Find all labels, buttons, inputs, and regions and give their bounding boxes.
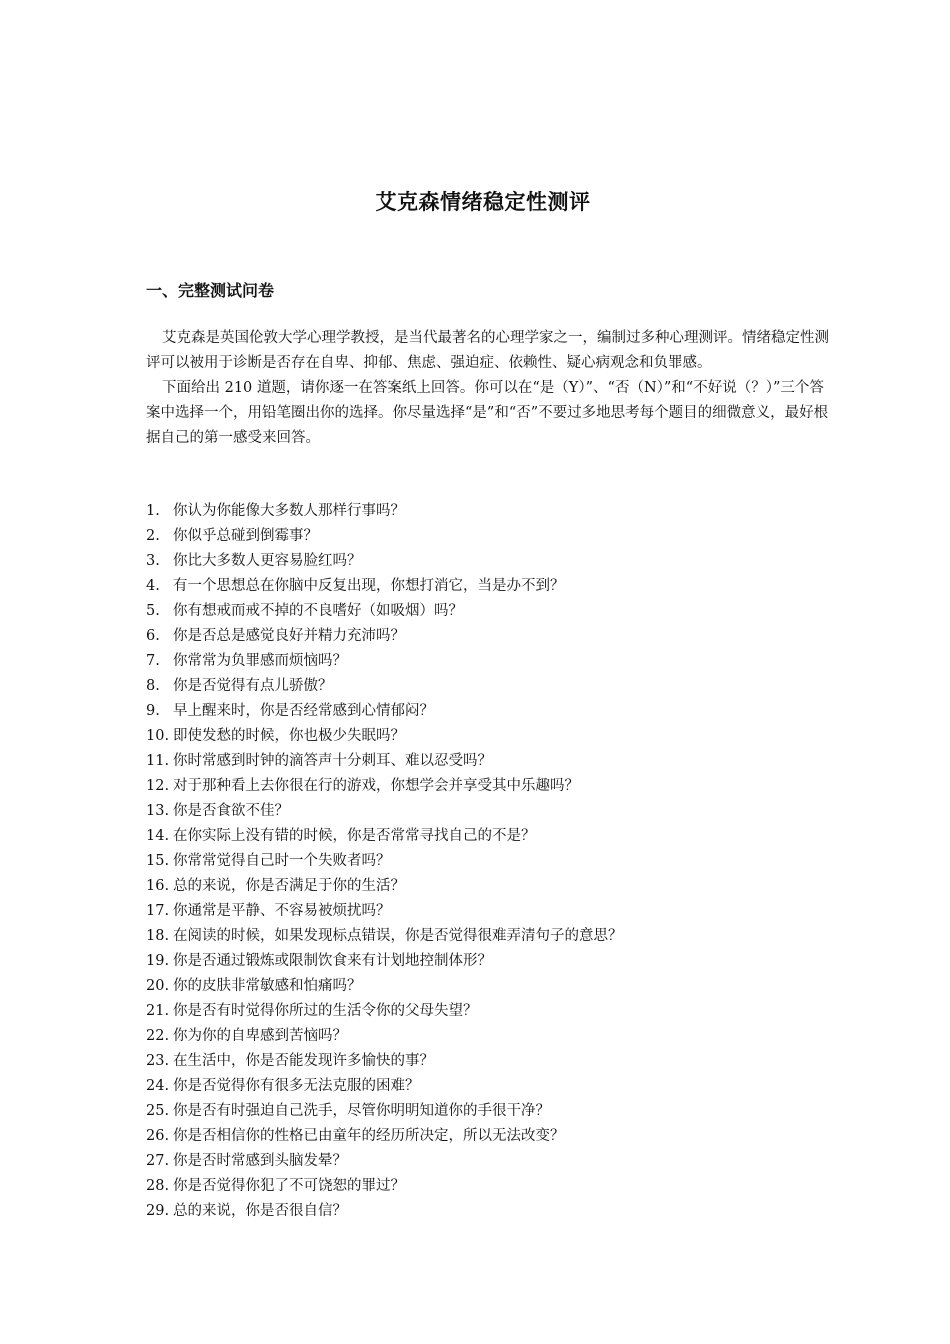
question-item bbox=[146, 499, 836, 524]
question-number: 11. bbox=[146, 753, 170, 769]
question-text: 你是否通过锻炼或限制饮食来有计划地控制体形？ bbox=[173, 953, 492, 969]
question-number: 7. bbox=[146, 653, 160, 669]
question-text: 你通常是平静、不容易被烦扰吗？ bbox=[173, 903, 391, 919]
question-number: 17. bbox=[146, 903, 170, 919]
question-text: 对于那种看上去你很在行的游戏，你想学会并享受其中乐趣吗？ bbox=[173, 778, 579, 794]
question-text: 总的来说，你是否很自信？ bbox=[173, 1203, 347, 1219]
question-item bbox=[146, 1174, 836, 1199]
question-item bbox=[146, 999, 836, 1024]
question-number: 2. bbox=[146, 528, 160, 544]
section-heading: 一、完整测试问卷 bbox=[146, 281, 275, 300]
question-number: 10. bbox=[146, 728, 170, 744]
question-item bbox=[146, 574, 836, 599]
question-item bbox=[146, 699, 836, 724]
question-number: 28. bbox=[146, 1178, 170, 1194]
question-number: 18. bbox=[146, 928, 170, 944]
intro-paragraph: 艾克森是英国伦敦大学心理学教授，是当代最著名的心理学家之一，编制过多种心理测评。情绪稳定性测评可以被用于诊断是否存在自卑、抑郁、焦虑、强迫症、依赖性、疑心病观念和负罪感。 bbox=[146, 330, 829, 371]
question-item bbox=[146, 724, 836, 749]
question-item bbox=[146, 524, 836, 549]
question-text: 在生活中，你是否能发现许多愉快的事？ bbox=[173, 1053, 434, 1069]
question-number: 23. bbox=[146, 1053, 170, 1069]
question-text: 你比大多数人更容易脸红吗？ bbox=[173, 553, 362, 569]
question-text: 在你实际上没有错的时候，你是否常常寻找自己的不是？ bbox=[173, 828, 536, 844]
question-text: 你常常觉得自己时一个失败者吗？ bbox=[173, 853, 391, 869]
question-text: 你时常感到时钟的滴答声十分刺耳、难以忍受吗？ bbox=[173, 753, 492, 769]
question-item bbox=[146, 1049, 836, 1074]
question-item bbox=[146, 824, 836, 849]
question-number: 24. bbox=[146, 1078, 170, 1094]
question-item bbox=[146, 1099, 836, 1124]
question-number: 1. bbox=[146, 503, 160, 519]
question-item bbox=[146, 924, 836, 949]
question-item bbox=[146, 899, 836, 924]
question-item bbox=[146, 774, 836, 799]
question-text: 你是否总是感觉良好并精力充沛吗？ bbox=[173, 628, 405, 644]
question-number: 22. bbox=[146, 1028, 170, 1044]
question-number: 4. bbox=[146, 578, 160, 594]
question-number: 8. bbox=[146, 678, 160, 694]
question-text: 你是否相信你的性格已由童年的经历所决定，所以无法改变？ bbox=[173, 1128, 565, 1144]
question-text: 你是否觉得有点儿骄傲？ bbox=[173, 678, 333, 694]
question-text: 你是否觉得你犯了不可饶恕的罪过？ bbox=[173, 1178, 405, 1194]
question-number: 27. bbox=[146, 1153, 170, 1169]
question-number: 21. bbox=[146, 1003, 170, 1019]
question-item bbox=[146, 1124, 836, 1149]
question-item bbox=[146, 1074, 836, 1099]
question-text: 你常常为负罪感而烦恼吗？ bbox=[173, 653, 347, 669]
question-number: 20. bbox=[146, 978, 170, 994]
question-text: 你是否有时觉得你所过的生活令你的父母失望？ bbox=[173, 1003, 478, 1019]
document-title: 艾克森情绪稳定性测评 bbox=[375, 190, 591, 214]
question-list bbox=[146, 499, 836, 1224]
question-item bbox=[146, 674, 836, 699]
question-text: 你是否时常感到头脑发晕？ bbox=[173, 1153, 347, 1169]
question-number: 25. bbox=[146, 1103, 170, 1119]
question-text: 总的来说，你是否满足于你的生活？ bbox=[173, 878, 405, 894]
question-text: 有一个思想总在你脑中反复出现，你想打消它，当是办不到？ bbox=[173, 578, 565, 594]
question-text: 你是否觉得你有很多无法克服的困难？ bbox=[173, 1078, 420, 1094]
intro-text bbox=[146, 326, 836, 451]
question-item bbox=[146, 874, 836, 899]
question-number: 26. bbox=[146, 1128, 170, 1144]
question-item bbox=[146, 1149, 836, 1174]
question-text: 在阅读的时候，如果发现标点错误，你是否觉得很难弄清句子的意思？ bbox=[173, 928, 623, 944]
question-number: 29. bbox=[146, 1203, 170, 1219]
question-text: 你是否有时强迫自己洗手，尽管你明明知道你的手很干净？ bbox=[173, 1103, 550, 1119]
question-item bbox=[146, 849, 836, 874]
instructions-paragraph: 下面给出 210 道题，请你逐一在答案纸上回答。你可以在“是（Y）”、“否（N）”和“不好说（？）”三个答案中选择一个，用铅笔圈出你的选择。你尽量选择“是”和“否”不要过多地思考每个题目的细微意义，最好根据自己的第一感受来回答。 bbox=[146, 380, 829, 446]
question-number: 6. bbox=[146, 628, 160, 644]
question-number: 19. bbox=[146, 953, 170, 969]
question-item bbox=[146, 974, 836, 999]
question-item bbox=[146, 549, 836, 574]
question-number: 16. bbox=[146, 878, 170, 894]
question-text: 你是否食欲不佳？ bbox=[173, 803, 289, 819]
question-number: 14. bbox=[146, 828, 170, 844]
question-item bbox=[146, 1024, 836, 1049]
question-number: 5. bbox=[146, 603, 160, 619]
question-number: 3. bbox=[146, 553, 160, 569]
question-number: 15. bbox=[146, 853, 170, 869]
question-item bbox=[146, 949, 836, 974]
question-number: 13. bbox=[146, 803, 170, 819]
question-item bbox=[146, 749, 836, 774]
question-text: 即使发愁的时候，你也极少失眠吗？ bbox=[173, 728, 405, 744]
question-text: 早上醒来时，你是否经常感到心情郁闷？ bbox=[173, 703, 434, 719]
question-item bbox=[146, 599, 836, 624]
question-item bbox=[146, 624, 836, 649]
question-number: 9. bbox=[146, 703, 160, 719]
question-item bbox=[146, 649, 836, 674]
question-number: 12. bbox=[146, 778, 170, 794]
question-item bbox=[146, 799, 836, 824]
question-text: 你有想戒而戒不掉的不良嗜好（如吸烟）吗？ bbox=[173, 603, 463, 619]
question-text: 你似乎总碰到倒霉事？ bbox=[173, 528, 318, 544]
question-text: 你的皮肤非常敏感和怕痛吗？ bbox=[173, 978, 362, 994]
question-text: 你为你的自卑感到苦恼吗？ bbox=[173, 1028, 347, 1044]
question-item bbox=[146, 1199, 836, 1224]
question-text: 你认为你能像大多数人那样行事吗？ bbox=[173, 503, 405, 519]
